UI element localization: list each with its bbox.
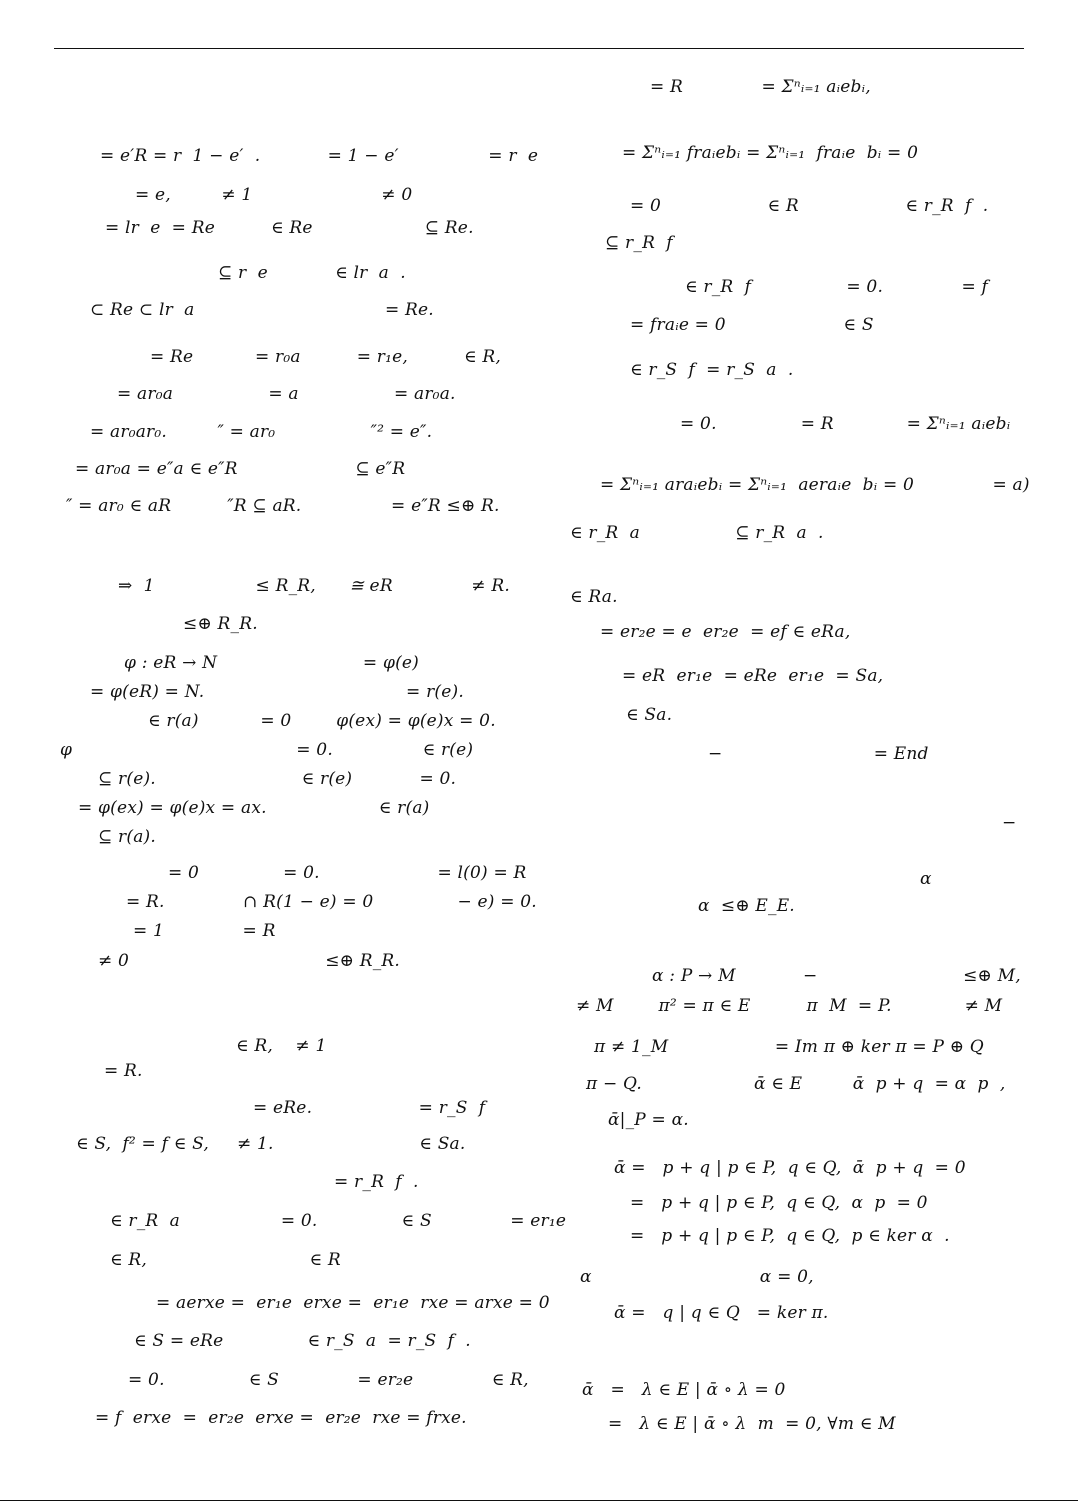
math-line: π − Q. ᾱ ∈ E ᾱ p + q = α p ,: [586, 1074, 1006, 1094]
math-line: = p + q | p ∈ P, q ∈ Q, α p = 0: [630, 1193, 928, 1213]
math-line: = 1 = R: [133, 921, 276, 941]
math-line: = 0 ∈ R ∈ r_R f .: [630, 196, 989, 216]
math-line: φ = 0. ∈ r(e): [60, 740, 474, 760]
math-line: = 0. ∈ S = er₂e ∈ R,: [128, 1370, 529, 1390]
math-line: ∈ R, ≠ 1: [236, 1036, 327, 1056]
math-line: ≠ M π² = π ∈ E π M = P. ≠ M: [576, 996, 1003, 1016]
math-line: ⊆ r(e). ∈ r(e) = 0.: [98, 769, 457, 789]
math-line: ≠ 0 ≤⊕ R_R.: [98, 951, 400, 971]
math-line: ≤⊕ R_R.: [183, 614, 258, 634]
math-line: = fraᵢe = 0 ∈ S: [630, 315, 874, 335]
math-line: = Σⁿᵢ₌₁ fraᵢebᵢ = Σⁿᵢ₌₁ fraᵢe bᵢ = 0: [622, 143, 919, 163]
math-line: = e, ≠ 1 ≠ 0: [135, 185, 413, 205]
math-line: = λ ∈ E | ᾱ ∘ λ m = 0, ∀m ∈ M: [608, 1414, 896, 1434]
math-line: α α = 0,: [580, 1267, 814, 1287]
right-column: [540, 0, 1078, 1503]
math-line: ᾱ = λ ∈ E | ᾱ ∘ λ = 0: [582, 1380, 786, 1400]
math-line: ⇒ 1 ≤ R_R, ≅ eR ≠ R.: [118, 576, 510, 596]
math-line: = R = Σⁿᵢ₌₁ aᵢebᵢ,: [650, 77, 871, 97]
math-line: = 0 = 0. = l(0) = R: [168, 863, 527, 883]
math-line: ∈ r_R a = 0. ∈ S = er₁e: [110, 1211, 567, 1231]
math-line: π ≠ 1_M = Im π ⊕ ker π = P ⊕ Q: [594, 1037, 984, 1057]
math-line: α: [920, 869, 932, 889]
math-line: = e′R = r 1 − e′ . = 1 − e′ = r e: [100, 146, 539, 166]
math-line: = R. ∩ R(1 − e) = 0 − e) = 0.: [126, 892, 537, 912]
math-line: ∈ r_R a ⊆ r_R a .: [570, 523, 824, 543]
math-line: ∈ Ra.: [570, 587, 618, 607]
math-line: ᾱ = q | q ∈ Q = ker π.: [614, 1303, 829, 1323]
math-line: = Σⁿᵢ₌₁ araᵢebᵢ = Σⁿᵢ₌₁ aeraᵢe bᵢ = 0 = a): [600, 475, 1030, 495]
math-line: = Re = r₀a = r₁e, ∈ R,: [150, 347, 501, 367]
math-line: ⊆ r(a).: [98, 827, 156, 847]
bottom-rule: [0, 1500, 1078, 1501]
math-line: ∈ S, f² = f ∈ S, ≠ 1. ∈ Sa.: [76, 1134, 466, 1154]
math-line: ⊆ r e ∈ lr a .: [218, 263, 406, 283]
math-line: = r_R f .: [334, 1172, 419, 1192]
math-line: = ar₀a = a = ar₀a.: [117, 384, 456, 404]
math-line: α : P → M − ≤⊕ M,: [652, 966, 1021, 986]
math-line: = φ(ex) = φ(e)x = ax. ∈ r(a): [78, 798, 430, 818]
math-line: = φ(eR) = N. = r(e).: [90, 682, 464, 702]
math-line: ⊆ r_R f: [605, 233, 673, 253]
math-line: ∈ r_S f = r_S a .: [630, 360, 794, 380]
math-line: = f erxe = er₂e erxe = er₂e rxe = frxe.: [95, 1408, 467, 1428]
math-line: = ar₀ar₀. ″ = ar₀ ″² = e″.: [90, 422, 433, 442]
math-line: ∈ r(a) = 0 φ(ex) = φ(e)x = 0.: [148, 711, 496, 731]
math-line: α ≤⊕ E_E.: [698, 896, 795, 916]
math-line: ∈ r_R f = 0. = f: [685, 277, 989, 297]
math-line: = eRe. = r_S f: [253, 1098, 486, 1118]
math-line: = p + q | p ∈ P, q ∈ Q, p ∈ ker α .: [630, 1226, 950, 1246]
math-line: = er₂e = e er₂e = ef ∈ eRa,: [600, 622, 851, 642]
math-line: ∈ R, ∈ R: [110, 1250, 341, 1270]
math-line: = eR er₁e = eRe er₁e = Sa,: [622, 666, 884, 686]
math-line: = ar₀a = e″a ∈ e″R ⊆ e″R: [75, 459, 406, 479]
math-line: ∈ S = eRe ∈ r_S a = r_S f .: [134, 1331, 471, 1351]
math-line: = lr e = Re ∈ Re ⊆ Re.: [105, 218, 474, 238]
math-line: −: [1002, 813, 1017, 833]
math-line: ⊂ Re ⊂ lr a = Re.: [90, 300, 434, 320]
math-line: = 0. = R = Σⁿᵢ₌₁ aᵢebᵢ: [680, 414, 1011, 434]
math-line: ᾱ|_P = α.: [608, 1110, 689, 1130]
math-line: ″ = ar₀ ∈ aR ″R ⊆ aR. = e″R ≤⊕ R.: [66, 496, 500, 516]
math-line: ᾱ = p + q | p ∈ P, q ∈ Q, ᾱ p + q = 0: [614, 1158, 966, 1178]
math-line: − = End: [708, 744, 929, 764]
math-line: = R.: [104, 1061, 143, 1081]
math-line: φ : eR → N = φ(e): [124, 653, 420, 673]
math-line: = aerxe = er₁e erxe = er₁e rxe = arxe = 0: [156, 1293, 550, 1313]
math-line: ∈ Sa.: [626, 705, 673, 725]
